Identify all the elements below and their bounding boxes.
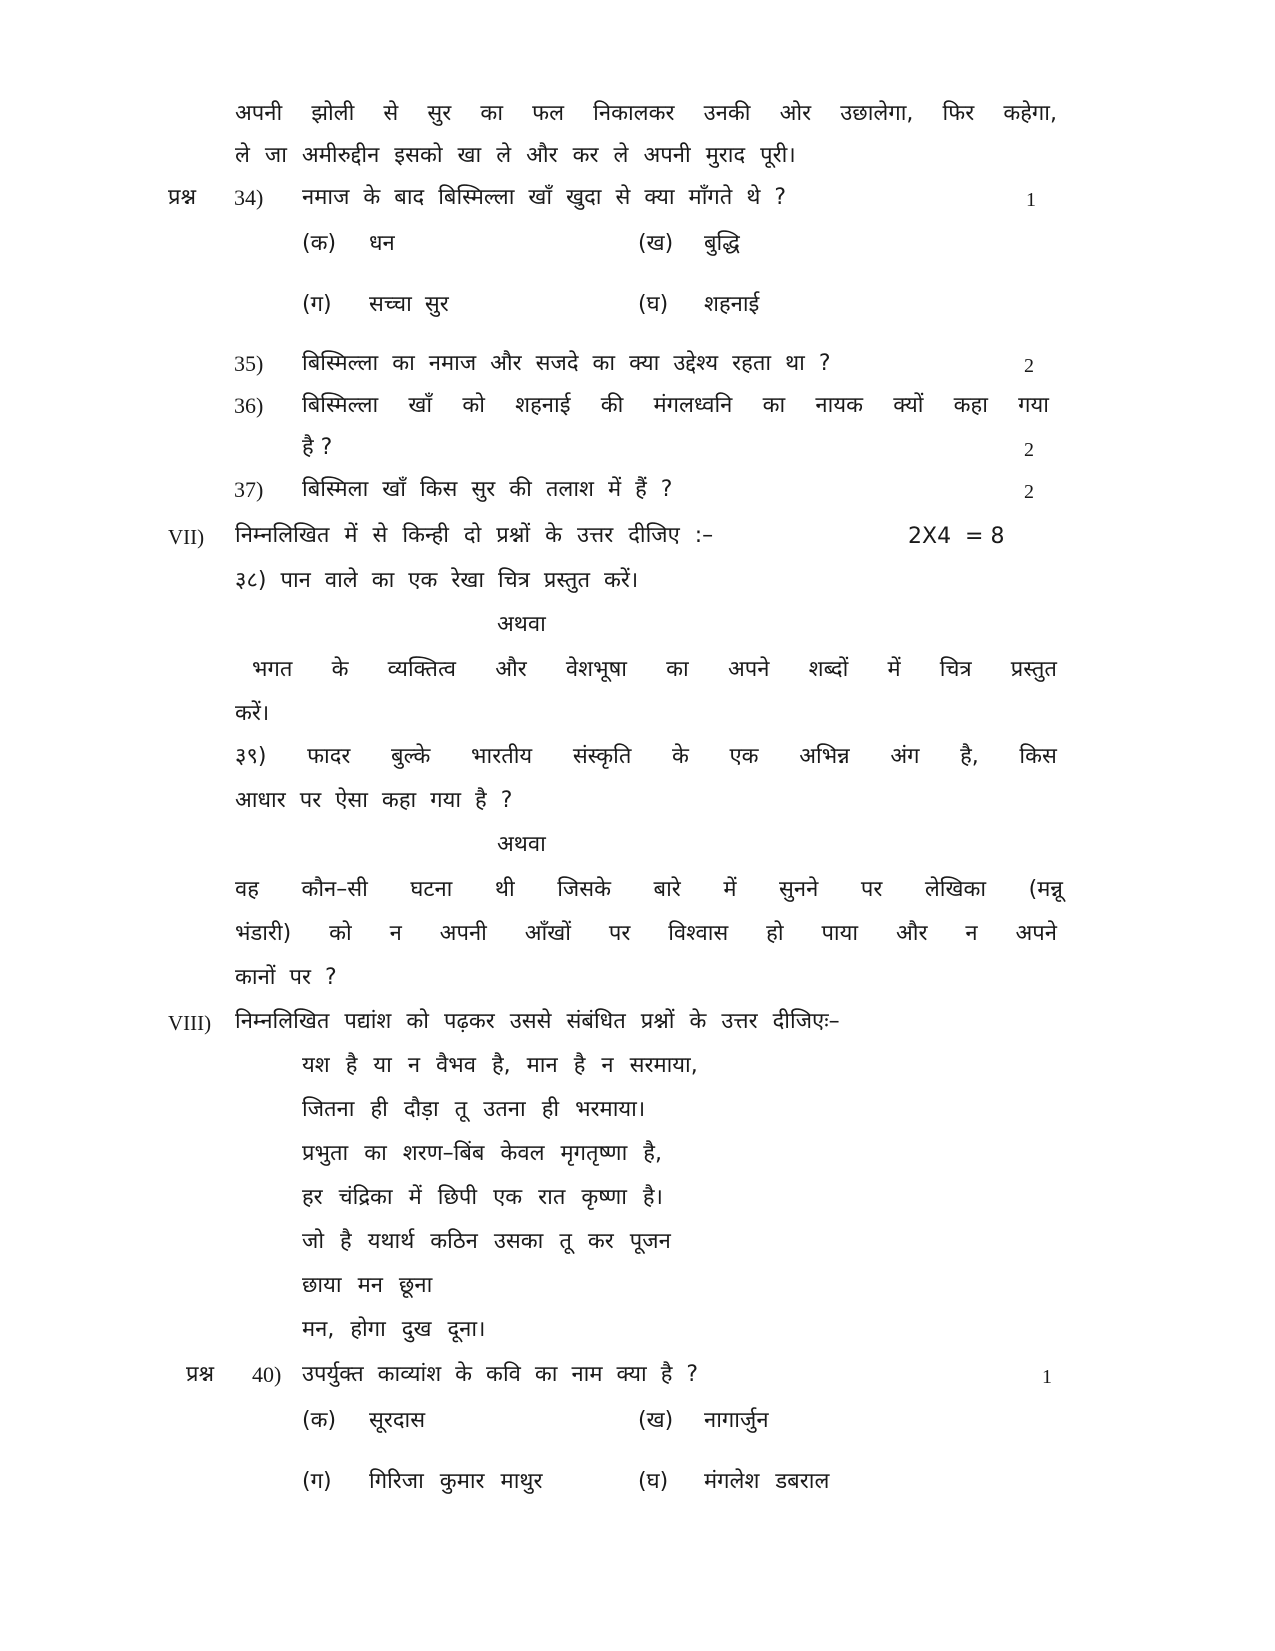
q38-alt-line-1: [252, 655, 1057, 685]
word: पर: [860, 877, 883, 902]
q34-option-c-text: सच्चा सुर: [369, 292, 449, 317]
q40-option-b-text: नागार्जुन: [704, 1408, 769, 1433]
poem-line: जितना ही दौड़ा तू उतना ही भरमाया।: [302, 1097, 646, 1122]
word: पर: [608, 921, 631, 946]
q38-alt-line-2: करें।: [235, 701, 270, 726]
word: (मन्नू: [1028, 877, 1063, 902]
q36-marks: 2: [1024, 439, 1034, 461]
word: घटना: [410, 877, 453, 902]
q34-option-a-label: (क): [302, 231, 337, 256]
or-divider-2: अथवा: [497, 832, 546, 857]
section-8-heading: निम्नलिखित पद्यांश को पढ़कर उससे संबंधित प्रश्नों के उत्तर दीजिएः–: [235, 1009, 840, 1034]
word: अपनी: [439, 921, 487, 946]
word: को: [329, 921, 352, 946]
poem-line: मन, होगा दुख दूना।: [302, 1317, 486, 1342]
poem-line: छाया मन छूना: [302, 1273, 433, 1298]
word: का: [762, 393, 786, 418]
q35-text: बिस्मिल्ला का नमाज और सजदे का क्या उद्देश्य रहता था ?: [302, 351, 831, 376]
section-8-numeral: VIII): [168, 1011, 212, 1035]
word: भगत: [252, 657, 293, 682]
word: चित्र: [939, 657, 972, 682]
q37-text: बिस्मिला खाँ किस सुर की तलाश में हैं ?: [302, 477, 673, 502]
q36-text-line-1: [302, 391, 1049, 421]
word: किस: [1019, 744, 1057, 769]
q40-option-c-text: गिरिजा कुमार माथुर: [369, 1469, 543, 1494]
q34-option-b-label: (ख): [638, 231, 674, 256]
or-divider-1: अथवा: [497, 612, 546, 637]
word: फादर: [307, 744, 351, 769]
q40-text: उपर्युक्त काव्यांश के कवि का नाम क्या है ?: [302, 1362, 699, 1387]
word: कहेगा,: [1003, 101, 1057, 126]
passage-line-1: [235, 99, 1057, 129]
word: सुर: [427, 101, 452, 126]
word: का: [666, 657, 689, 682]
q34-marks: 1: [1026, 189, 1036, 211]
word: से: [383, 101, 399, 126]
word: पाया: [821, 921, 859, 946]
word: न: [389, 921, 402, 946]
word: जिसके: [557, 877, 611, 902]
q38-text: ३८) पान वाले का एक रेखा चित्र प्रस्तुत करें।: [235, 568, 639, 593]
section-7-marks: 2X4 = 8: [908, 524, 1005, 549]
q34-option-b-text: बुद्धि: [704, 231, 740, 256]
poem-line: हर चंद्रिका में छिपी एक रात कृष्णा है।: [302, 1185, 663, 1210]
word: बुल्के: [391, 744, 431, 769]
word: बिस्मिल्ला: [302, 393, 379, 418]
word: शहनाई: [515, 393, 571, 418]
q35-marks: 2: [1024, 355, 1034, 377]
word: निकालकर: [593, 101, 675, 126]
q35-number: 35): [234, 351, 264, 376]
q40-option-a-text: सूरदास: [369, 1408, 426, 1433]
word: गया: [1018, 393, 1049, 418]
word: संस्कृति: [572, 744, 632, 769]
word: विश्वास: [668, 921, 729, 946]
section-7-numeral: VII): [168, 525, 205, 549]
word: खाँ: [408, 393, 433, 418]
word: का: [480, 101, 504, 126]
word: की: [600, 393, 624, 418]
word: हो: [766, 921, 784, 946]
word: बारे: [653, 877, 681, 902]
q34-option-d-label: (घ): [638, 292, 669, 317]
word: लेखिका: [924, 877, 987, 902]
word: और: [895, 921, 928, 946]
word: प्रस्तुत: [1010, 657, 1057, 682]
word: के: [331, 657, 349, 682]
q34-option-c-label: (ग): [302, 292, 332, 317]
q36-text-line-2: है ?: [302, 435, 333, 460]
q36-number: 36): [234, 393, 264, 418]
word: अपने: [1015, 921, 1057, 946]
word: में: [887, 657, 901, 682]
q34-text: नमाज के बाद बिस्मिल्ला खाँ खुदा से क्या माँगते थे ?: [302, 185, 787, 210]
word: वेशभूषा: [565, 657, 627, 682]
word: थी: [494, 877, 515, 902]
word: मंगलध्वनि: [653, 393, 733, 418]
poem-line: जो है यथार्थ कठिन उसका तू कर पूजन: [302, 1229, 671, 1254]
q39-alt-line-1: [235, 875, 1063, 905]
word: व्यक्तित्व: [387, 657, 457, 682]
word: भंडारी): [235, 921, 292, 946]
q40-option-d-text: मंगलेश डबराल: [704, 1469, 830, 1494]
q34-option-a-text: धन: [369, 231, 395, 256]
q40-number: 40): [252, 1362, 282, 1387]
word: उछालेगा,: [840, 101, 914, 126]
q40-option-d-label: (घ): [638, 1469, 669, 1494]
q39-line-2: आधार पर ऐसा कहा गया है ?: [235, 788, 513, 813]
word: वह: [235, 877, 259, 902]
word: ओर: [779, 101, 812, 126]
word: नायक: [815, 393, 863, 418]
word: अभिन्न: [799, 744, 850, 769]
q40-option-b-label: (ख): [638, 1408, 674, 1433]
q40-prefix: प्रश्न: [186, 1362, 215, 1387]
word: अपने: [727, 657, 770, 682]
q34-option-d-text: शहनाई: [704, 292, 760, 317]
word: एक: [729, 744, 759, 769]
q40-option-c-label: (ग): [302, 1469, 332, 1494]
word: ३९): [235, 744, 267, 769]
q39-alt-line-3: कानों पर ?: [235, 965, 337, 990]
word: कौन–सी: [301, 877, 368, 902]
q34-prefix: प्रश्न: [168, 185, 197, 210]
q34-number: 34): [234, 185, 264, 210]
word: न: [965, 921, 978, 946]
passage-line-2: ले जा अमीरुद्दीन इसको खा ले और कर ले अपनी मुराद पूरी।: [235, 143, 796, 168]
word: में: [723, 877, 737, 902]
poem-line: यश है या न वैभव है, मान है न सरमाया,: [302, 1053, 698, 1078]
word: फिर: [942, 101, 975, 126]
word: अपनी: [235, 101, 283, 126]
word: है,: [960, 744, 979, 769]
word: आँखों: [524, 921, 571, 946]
word: को: [462, 393, 485, 418]
section-7-heading: निम्नलिखित में से किन्ही दो प्रश्नों के उत्तर दीजिए :–: [235, 523, 714, 548]
word: के: [672, 744, 689, 769]
q37-number: 37): [234, 477, 264, 502]
word: फल: [532, 101, 565, 126]
word: उनकी: [703, 101, 751, 126]
q40-marks: 1: [1042, 1366, 1052, 1388]
word: क्यों: [893, 393, 924, 418]
q37-marks: 2: [1024, 481, 1034, 503]
word: और: [495, 657, 527, 682]
poem-line: प्रभुता का शरण–बिंब केवल मृगतृष्णा है,: [302, 1141, 662, 1166]
q39-line-1: [235, 742, 1057, 772]
word: झोली: [311, 101, 355, 126]
word: अंग: [890, 744, 920, 769]
word: कहा: [953, 393, 988, 418]
word: सुनने: [779, 877, 819, 902]
word: भारतीय: [471, 744, 533, 769]
q40-option-a-label: (क): [302, 1408, 337, 1433]
word: शब्दों: [808, 657, 849, 682]
q39-alt-line-2: [235, 919, 1057, 949]
